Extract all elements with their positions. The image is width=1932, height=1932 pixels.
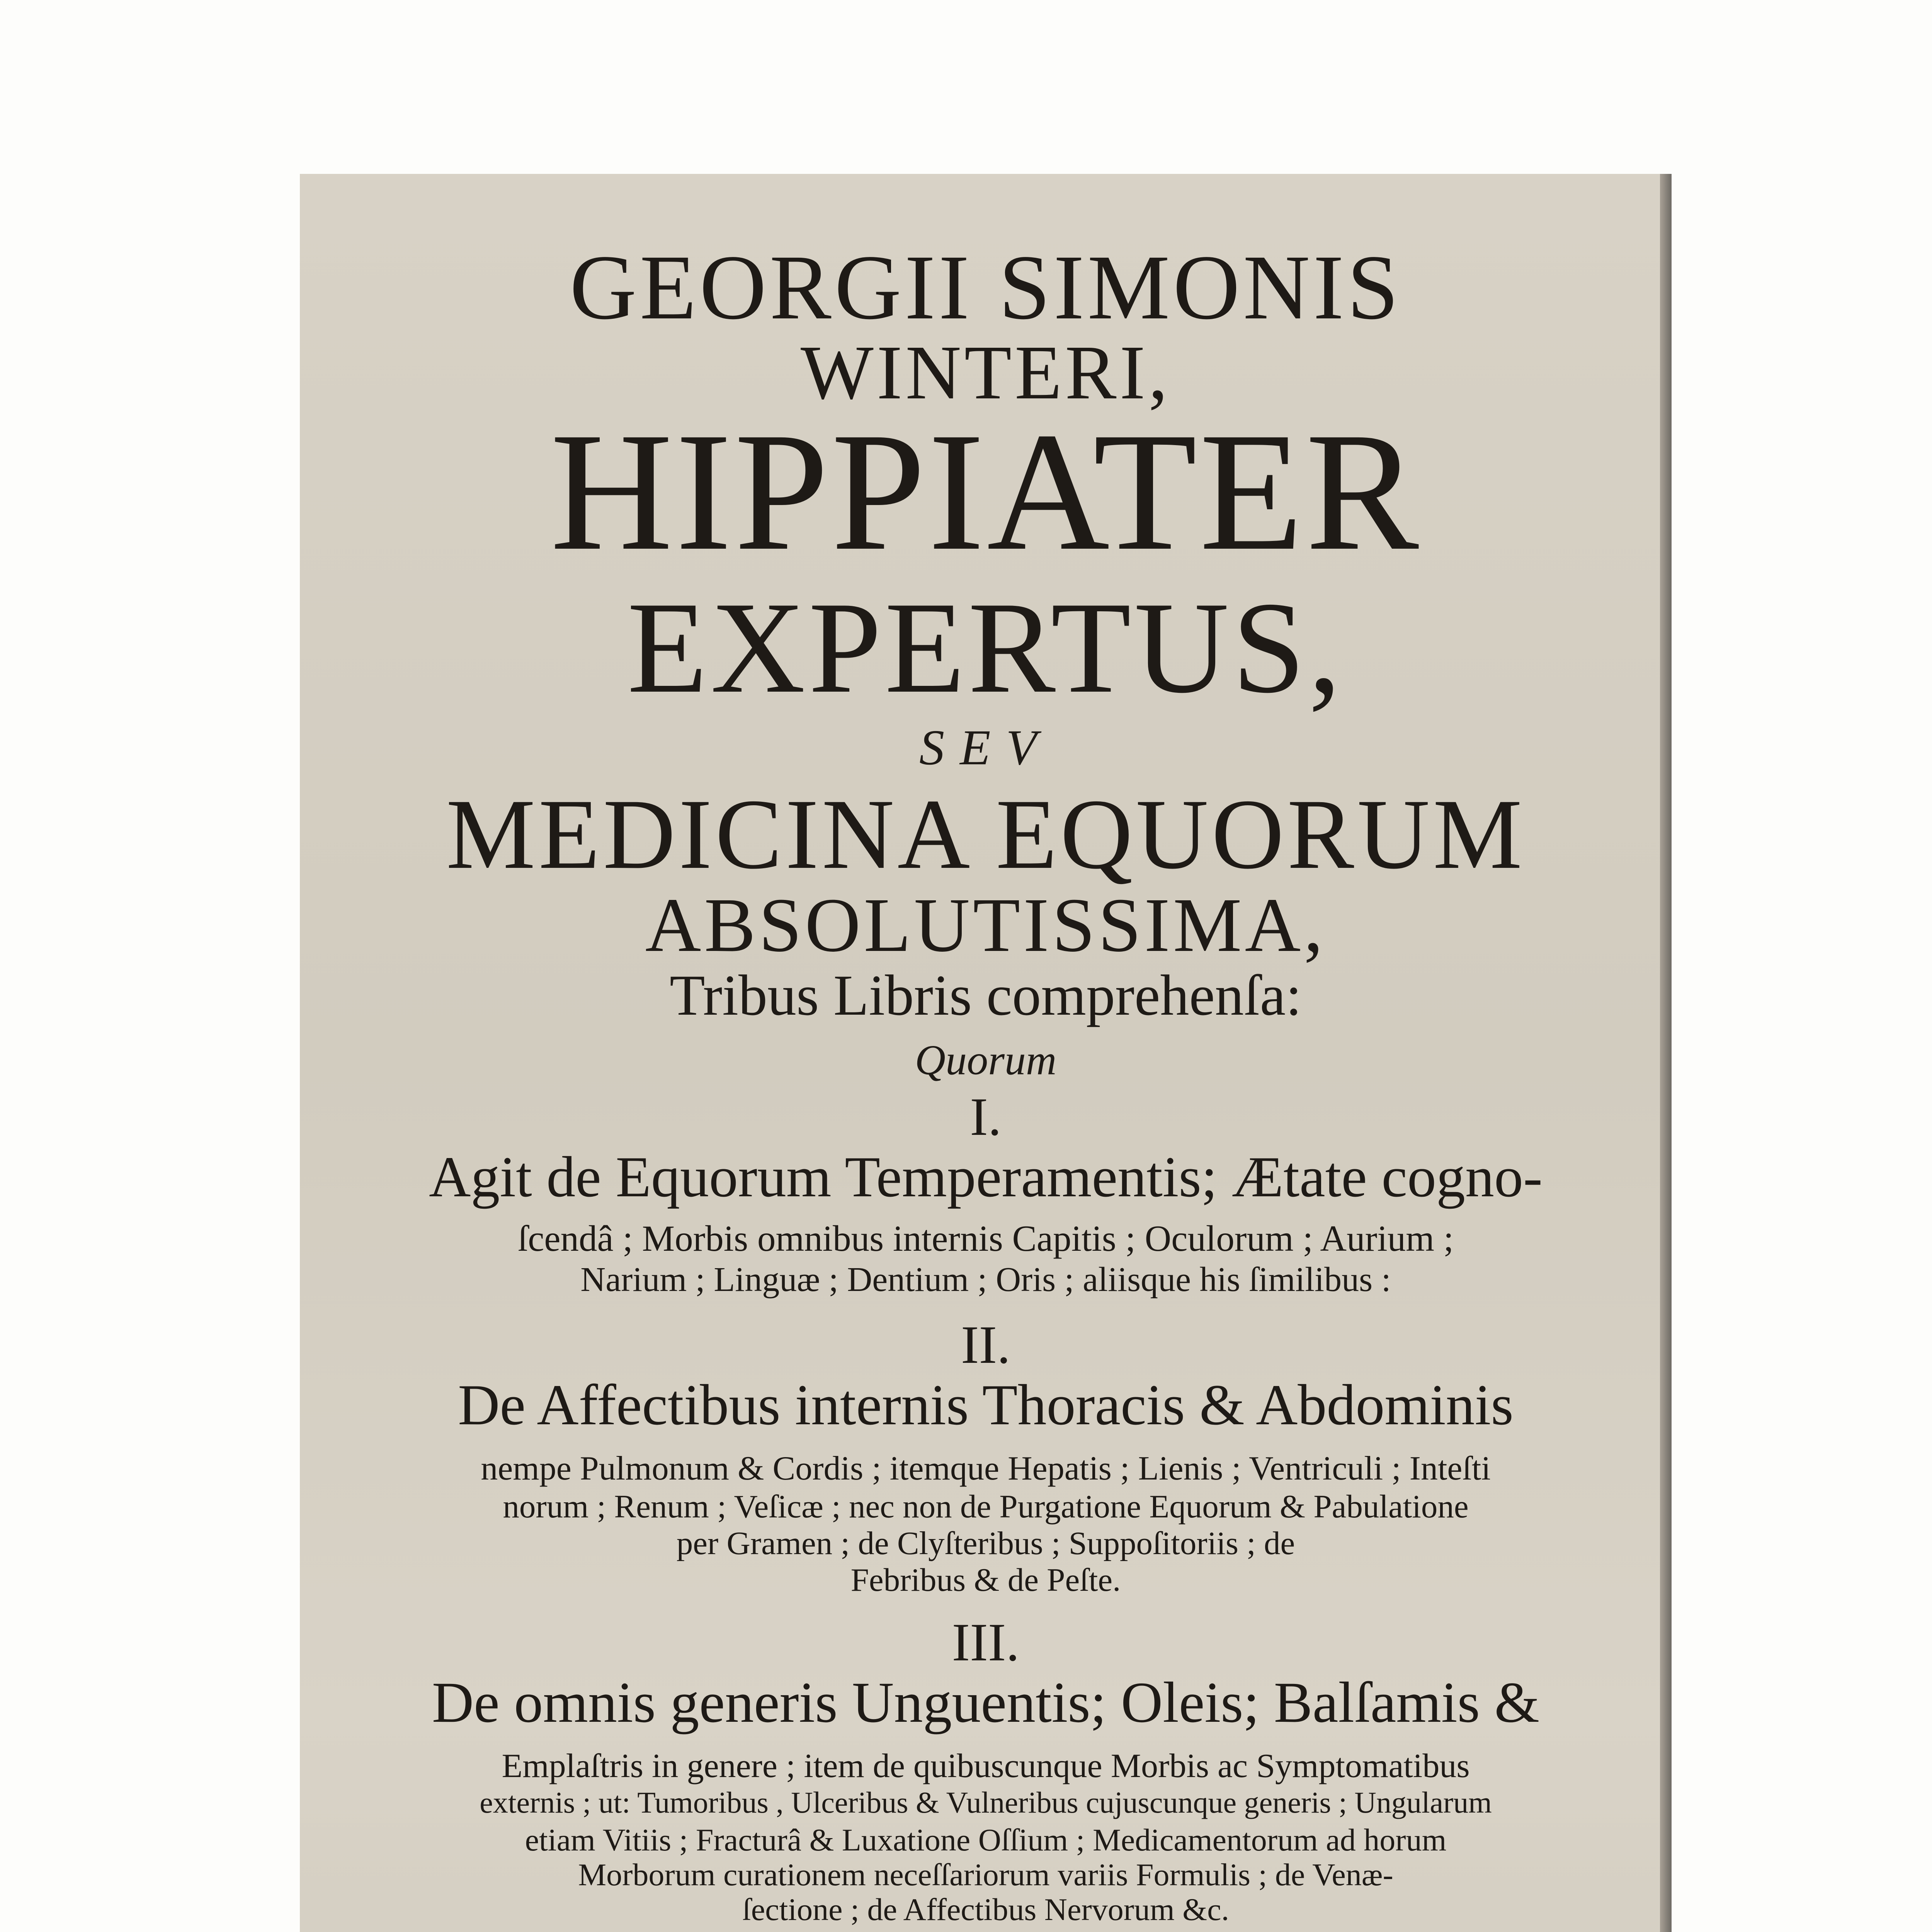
quorum-line: Quorum	[915, 1036, 1057, 1083]
book2-line-2: norum ; Renum ; Veſicæ ; nec non de Purgatione Equorum & Pabulatione	[503, 1488, 1469, 1525]
book2-heading: De Affectibus internis Thoracis & Abdominis	[458, 1373, 1514, 1437]
book3-line-1: Emplaſtris in genere ; item de quibuscunque Morbis ac Symptomatibus	[502, 1747, 1470, 1785]
book2-line-1: nempe Pulmonum & Cordis ; itemque Hepatis ; Lienis ; Ventriculi ; Inteſti	[481, 1450, 1491, 1487]
subtitle-line-2: ABSOLUTISSIMA,	[645, 883, 1327, 968]
book1-line-2: Narium ; Linguæ ; Dentium ; Oris ; aliisque his ſimilibus :	[580, 1260, 1391, 1299]
seu-word: SEV	[919, 720, 1052, 776]
book1-line-1: ſcendâ ; Morbis omnibus internis Capitis ; Oculorum ; Aurium ;	[517, 1218, 1454, 1259]
title-page-scan	[300, 174, 1672, 1932]
book3-line-4: Morborum curationem neceſſariorum variis Formulis ; de Venæ-	[578, 1857, 1393, 1892]
author-line-1: GEORGII SIMONIS	[570, 236, 1402, 338]
book2-line-4: Febribus & de Peſte.	[850, 1562, 1121, 1598]
title-main: HIPPIATER	[550, 398, 1422, 586]
book1-numeral: I.	[970, 1087, 1002, 1147]
book3-heading: De omnis generis Unguentis; Oleis; Balſamis &	[432, 1670, 1540, 1735]
book1-heading: Agit de Equorum Temperamentis; Ætate cogno-	[429, 1145, 1543, 1209]
subtitle-line-1: MEDICINA EQUORUM	[446, 779, 1526, 890]
book3-numeral: III.	[952, 1612, 1020, 1672]
book3-line-3: etiam Vitiis ; Fracturâ & Luxatione Oſſium ; Medicamentorum ad horum	[525, 1822, 1447, 1857]
tribus-line: Tribus Libris comprehenſa:	[670, 963, 1302, 1027]
book2-numeral: II.	[961, 1315, 1011, 1375]
book3-line-2: externis ; ut: Tumoribus , Ulceribus & Vulneribus cujuscunque generis ; Ungularum	[480, 1786, 1492, 1819]
book3-line-5: ſectione ; de Affectibus Nervorum &c.	[742, 1892, 1229, 1927]
book2-line-3: per Gramen ; de Clyſteribus ; Suppoſitoriis ; de	[676, 1525, 1295, 1561]
author-line-2: WINTERI,	[800, 330, 1171, 415]
title-second: EXPERTUS,	[627, 575, 1344, 720]
